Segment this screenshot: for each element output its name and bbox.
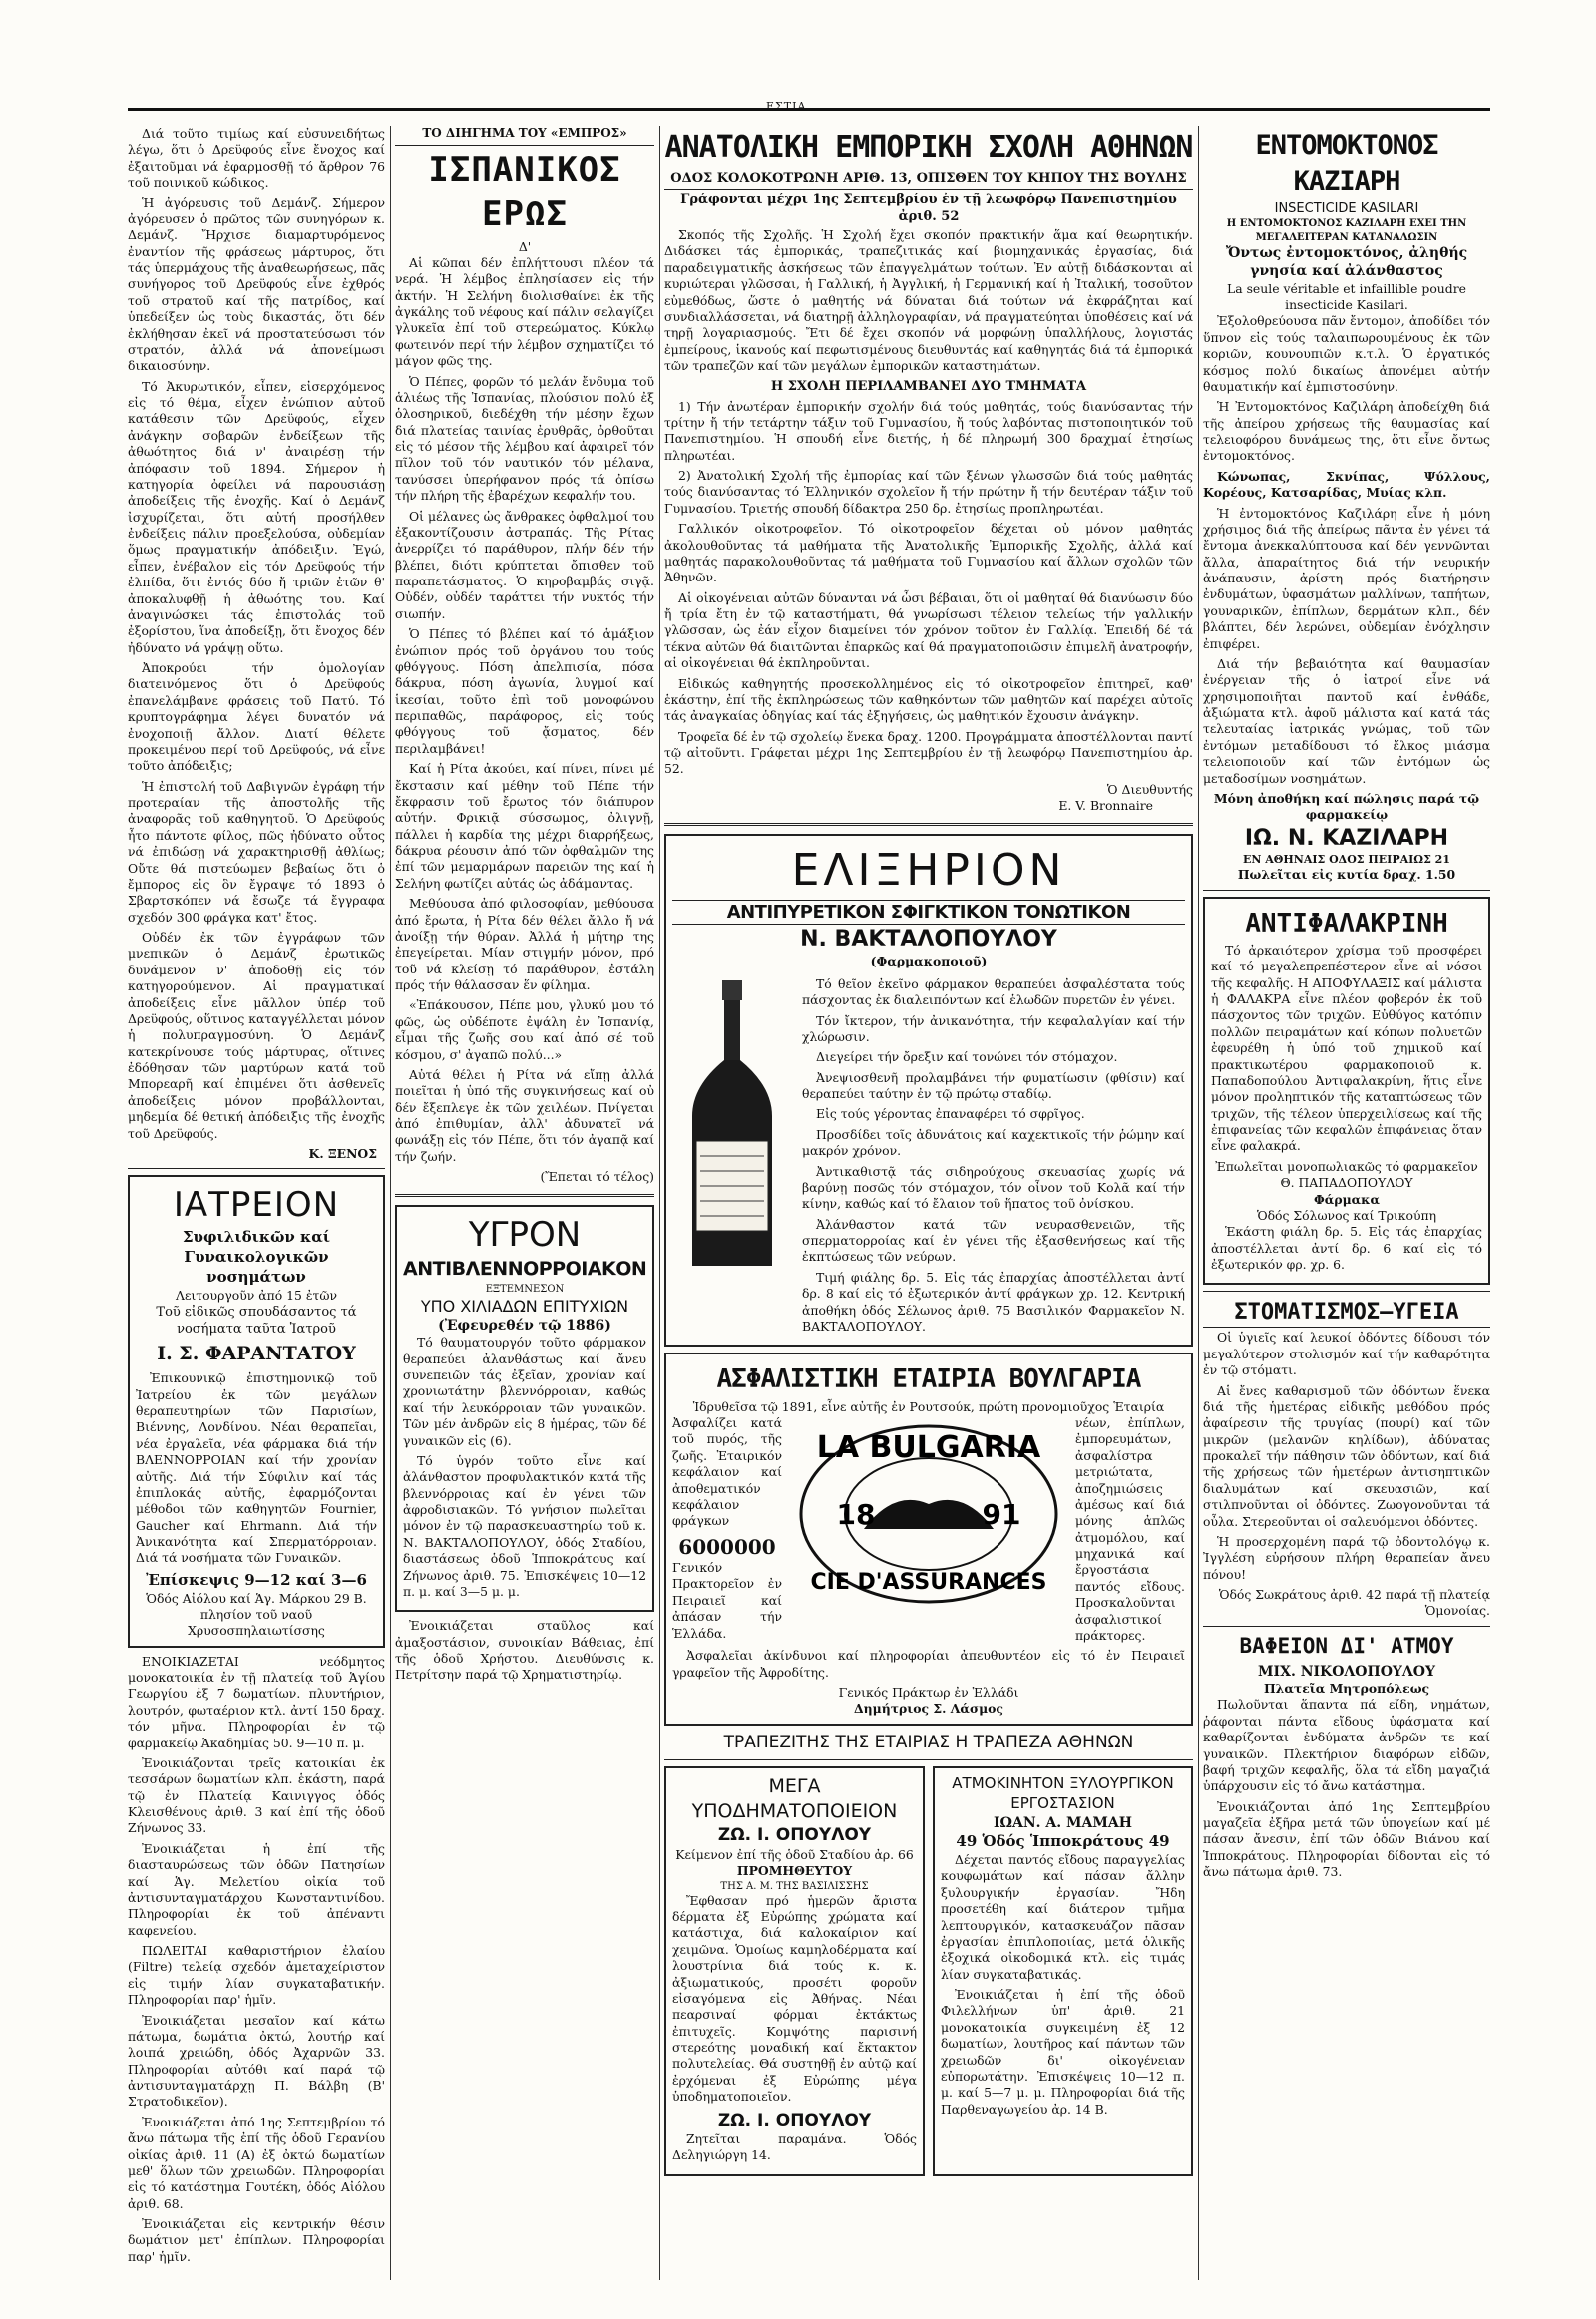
shoe-wanted: Ζητεῖται παραμάνα. Ὁδός Δεληγιώργη 14. <box>672 2131 917 2163</box>
story-body <box>395 255 654 1165</box>
story-paragraph: Ὁ Πέπες τό βλέπει καί τό ἁμάξιον ἐνώπιον πρός τοῦ ὀργάνου του τούς φθόγγους. Πόση ἀπελπισία, πόσα δάκρυα, πόση ἀγωνία, λυγμοί καί ἱκεσίαι, τοῦτο ἐπὶ τοῦ μονοφώνου περιπαθῶς, παράφορος, εἰς τούς φθόγγους τοῦ ᾄσματος, δέν περιλαμβάνει! <box>395 626 654 756</box>
elixir-ad <box>664 834 1193 1348</box>
antif-text: Τό ἀρκαιότερον χρίσμα τοῦ προσφέρει καί τό μεγαλεπρεπέστερον εἶνε αἱ νόσοι τῆς κεφαλῆς. Η ΑΠΟΦΥΛΑΞΙΣ καί μάλιστα ἡ ΦΑΛΑΚΡΑ εἶνε πλέον φοβερόν ἐκ τοῦ πάσχοντος τῶν τριχῶν. Εὐθύγος κατόπιν πολλῶν πειραμάτων καί κόπων πολυετῶν ἐφευρέθη ἡ ὑπό τοῦ χημικοῦ καί πρακτικωτέρου φαρμακοποιοῦ κ. Παπαδοπούλου Ἀντιφαλακρίνη, ἥτις εἶνε μόνον προληπτικόν τῆς καταπτώσεως τῶν τριχῶν, τῆς τέλεον ὑπερχειλίσεως καί τῆς ἐπιφανείας τῶν κεφαλῶν ἐπιφάνειας ὅταν εἶνε φαλακρά. <box>1211 942 1482 1154</box>
school-paragraph: Γαλλικόν οἰκοτροφεῖον. Τό οἰκοτροφεῖον δέχεται οὐ μόνον μαθητάς ἀκολουθοῦντας τά μαθήματα τῆς Ἀνατολικῆς Ἐμπορικῆς Σχολῆς, ἀλλά καί μαθητάς παρακολουθοῦντας τά μαθήματα τοῦ Γυμνασίου καί ἄλλων σχολῶν τῶν Ἀθηνῶν. <box>664 521 1193 585</box>
classified-ad: Ἐνοικιάζεται μεσαῖον καί κάτω πάτωμα, δωμάτια ὀκτώ, λουτήρ καί λοιπά χρειώδη, ὁδός Ἀχαρνῶν 33. Πληροφορίαι αὐτόθι καί παρά τῷ ἀντισυνταγματάρχῃ Π. Βάλβη (Β' Στρατοδικεῖον). <box>128 2012 385 2110</box>
school-paragraph: 2) Ἀνατολική Σχολή τῆς ἐμπορίας καί τῶν ξένων γλωσσῶν διά τούς μαθητάς τούς διανύσαντας τό Ἑλληνικόν σχολεῖον ἤ τήν πρώτην ἤ τήν δευτέραν τάξιν τοῦ Γυμνασίου. Τριετής σπουδή δίδακτρα 250 δρ. ἐτησίως προπληρωτέαι. <box>664 468 1193 516</box>
elixir-text <box>802 976 1185 1340</box>
classifieds <box>128 1654 385 2266</box>
shoe-name2: ΖΩ. Ι. ΟΠΟΥΛΟΥ <box>717 2110 872 2130</box>
elixir-paragraph: Ἀντικαθιστᾷ τάς σιδηρούχους σκευασίας χωρίς νά βαρύνῃ ποσῶς τόν στόμαχον, τόν οἶνον τοῦ Κολᾶ καί τήν κίνην, καθώς καί τό ἔλαιον τοῦ ἥπατος τοῦ ὀνίσκου. <box>802 1163 1185 1212</box>
ygron-text2: Τό ὑγρόν τοῦτο εἶνε καί ἀλάνθαστον προφυλακτικόν κατά τῆς βλεννόρροιας καί ἐν γένει τῶν ἀφροδισιακῶν. Τό γνήσιον πωλεῖται μόνον ἐν τῷ παρασκευαστηρίῳ τοῦ κ. Ν. ΒΑΚΤΑΛΟΠΟΥΛΟΥ, ὁδός Σταδίου, διαστάσεως ὁδοῦ Ἱπποκράτους καί Ζήνωνος ἀριθ. 75. Ἐπισκέψεις 10—12 π. μ. καί 3—5 μ. μ. <box>403 1452 646 1599</box>
bottle-illustration <box>672 976 792 1340</box>
insurance-left: Ἀσφαλίζει κατά τοῦ πυρός, τῆς ζωῆς. Ἑταιρικόν κεφάλαιον καί ἀποθεματικόν κεφάλαιον φράγκων <box>672 1415 782 1529</box>
stoma-text: Οἱ ὑγιεῖς καί λευκοί ὀδόντες δίδουσι τόν μεγαλύτερον στολισμόν καί τήν καθαρότητα ἐν τῷ στόματι. <box>1203 1330 1490 1378</box>
classified-ad: Ἐνοικιάζεται εἰς κεντρικήν θέσιν δωμάτιον μετ' ἐπίπλων. Πληροφορίαι παρ' ἡμῖν. <box>128 2216 385 2264</box>
article-signature: Κ. ΞΕΝΟΣ <box>308 1145 377 1161</box>
ygron-title: ΥΓΡΟΝ <box>468 1214 582 1255</box>
bath-text: Πωλοῦνται ἅπαντα πά εἴδη, νημάτων, ῥάφονται πάντα εἴδους ὑφάσματα καί καθαρίζονται ἐνδύματα ἀνδρῶν τε καί γυναικῶν. Πλεκτήριον διαφόρων εἰδῶν, βαφή τριχῶν κεφαλῆς, ὅλα τά εἴδη μαγαζιά ὑπάρχουσιν εἰς τό ἄνω κατάστημα. <box>1203 1697 1490 1794</box>
iatreion-hours: Ἐπίσκεψις 9—12 καί 3—6 <box>146 1570 367 1589</box>
elixir-maker-sub: (Φαρμακοποιοῦ) <box>870 954 988 969</box>
insurance-right: νέων, ἐπίπλων, ἐμπορευμάτων, ἀσφαλίστρα μετριώτατα, ἀποζημιώσεις ἀμέσως καί διά μόνης ἀπλῶς ἀτμομόλου, καί μηχανικά καί ἔργοστάσια παντός εἴδους. Προσκαλοῦνται ἀσφαλιστικοί πράκτορες. <box>1075 1415 1185 1643</box>
insurance-agent: Δημήτριος Σ. Λάσμος <box>854 1701 1003 1717</box>
story-paragraph: Αἱ κῶπαι δέν ἐπλήττουσι πλέον τά νερά. Ἡ λέμβος ἐπλησίασεν εἰς τήν ἀκτήν. Ἡ Σελήνη διολισθαίνει ἐκ τῆς ἀγκάλης τοῦ νέφους καί πάλιν σελαγίζει γλυκεῖα ἐπί τοῦ στερεώματος. Κύκλῳ φωτεινόν περί τήν λέμβον σχηματίζει τό μάγον φῶς της. <box>395 254 654 369</box>
kasiari-french: La seule véritable et infaillible poudre insecticide Kasilari. <box>1227 280 1466 313</box>
article-paragraph: Οὐδέν ἐκ τῶν ἐγγράφων τῶν μνεπικῶν ὁ Δεμάνζ ἐρωτικῶς δυνάμενον ν' ἀποδοθῇ εἰς τόν κατηγορούμενον. Αἱ πραγματικαί ἀποδείξεις εἶνε μᾶλλον ὑπέρ τοῦ Δρεϋφούς, οὕτινος καταγγέλλεται μόνον ἡ πολυπραγμοσύνη. Ὁ Δεμάνζ κατεκρίνουσε τούς μάρτυρας, οἵτινες ἐδόθησαν τῶν μαρτύρων κατά τοῦ Μπορεαρῆ καί ἐπιμένει ὅτι ἀσθενεῖς ἀποδείξεις μόνον προβάλλονται, μηδεμία δέ θετική ἀπόδειξις τῆς ἐνοχῆς τοῦ Δρεϋφούς. <box>128 930 385 1141</box>
classified-ad: Ἐνοικιάζονται τρεῖς κατοικίαι ἐκ τεσσάρων δωματίων κλπ. ἑκάστη, παρά τῷ ἐν Πλατείᾳ Καινιγγος ὁδός Κλεισθένους ἀριθ. 3 καί ἐπί τῆς ὁδοῦ Ζήνωνος 33. <box>128 1754 385 1836</box>
shoe-text: Ἔφθασαν πρό ἡμερῶν ἄριστα δέρματα ἐξ Εὐρώπης χρώματα καί κατάστιχα, διά καλοκαίριον καί χειμῶνα. Ὁμοίως καμηλοδέρματα καί λουστρίνια διά τούς κ. κ. ἀξιωματικούς, προσέτι φοροῦν εἰσαγόμενα εἰς Ἀθήνας. Νέαι πεαρσιναί φόρμαι ἐκτάκτως ἐπιτυχεῖς. Κομψότης παρισινή στερεότης μοναδική καί ἔκτακτον πολυτελείας. Θά συστηθῇ ἐν αὐτῷ καί ἐρχόμεναι ἐξ Εὐρώπης μέγα ὑποδηματοποιεῖον. <box>672 1892 917 2105</box>
column-1 <box>128 126 385 2280</box>
kasiari-text4: Διά τήν βεβαιότητα καί θαυμασίαν ἐνέργειαν τῆς ὁ ἰατροί εἶνε νά χρησιμοποιῆται παντοῦ καί ἐνθάδε, ἀξιώματα κτλ. ἀφοῦ μάλιστα καί κατά τάς τελευταίας ἰατρικάς γνώμας, τοῦ τῶν ἐντόμων μεταδίδουσι τό ἕλκος μιάσμα τελειοποιοῦν καί τῶν ἐντόμων ὡς μεταδοσίμων νοσημάτων. <box>1203 655 1490 786</box>
classified-ad: Ἐνοικιάζεται ἡ ἐπί τῆς διασταυρώσεως τῶν ὁδῶν Πατησίων καί Ἁγ. Μελετίου οἰκία τοῦ ἀντισυνταγματάρχου Κωνσταντινίδου. Πληροφορίαι ἐκ τοῦ ἀπέναντι καφενείου. <box>128 1840 385 1938</box>
iatreion-address: Ὁδός Αἰόλου καί Ἁγ. Μάρκου 29 Β. πλησίον τοῦ ναοῦ Χρυσοσπηλαιωτίσσης <box>146 1590 367 1639</box>
insurance-bottom: Ἀσφαλεῖαι ἀκίνδυνοι καί πληροφορίαι ἀπευθυντέον εἰς τό ἐν Πειραιεῖ γραφεῖον τῆς Ἀφροδίτης. <box>672 1648 1185 1680</box>
iatreion-subtitle: Συφιλιδικῶν καί Γυναικολογικῶν νοσημάτων <box>182 1228 331 1286</box>
engine-text: Δέχεται παντός εἴδους παραγγελίας κουφωμάτων καί πάσαν ἄλλην ξυλουργικήν ἐργασίαν. Ἤδη προσετέθη καί διάτερον τμῆμα λεπτουργικόν, κατασκευάζον πᾶσαν ἐργασίαν ἐπιπλοποιίας, μετά ὁλικῆς ἐξοχικά οἰκοδομικά κτλ. εἰς τιμάς λίαν συγκαταβατικάς. <box>941 1852 1185 1982</box>
elixir-subtitle: ΑΝΤΙΠΥΡΕΤΙΚΟΝ ΣΦΙΓΚΤΙΚΟΝ ΤΟΝΩΤΙΚΟΝ <box>672 900 1185 926</box>
stoma-title: ΣΤΟΜΑΤΙΣΜΟΣ—ΥΓΕΙΑ <box>1203 1298 1490 1328</box>
column-4 <box>1203 126 1490 2280</box>
elixir-paragraph: Προσδίδει τοῖς ἀδυνάτοις καί καχεκτικοῖς τήν ῥώμην καί μακρόν χρόνον. <box>802 1126 1185 1159</box>
article-body <box>128 126 385 1142</box>
ygron-text: Τό θαυματουργόν τοῦτο φάρμακον θεραπεύει ἀλανθάστως καί ἄνευ συνεπειῶν τάς ἐξεῖαν, χρονίαν καί χρονιωτάτην βλεννόρροιαν, καθώς καί τήν λευκόρροιαν τῶν γυναικῶν. Τῶν μέν ἀνδρῶν εἰς 8 ἡμέρας, τῶν δέ γυναικῶν εἰς (6). <box>403 1335 646 1448</box>
antif-sale: Ἐπωλεῖται μονοπωλιακῶς τό φαρμακεῖον Θ. ΠΑΠΑΔΟΠΟΥΛΟΥ <box>1215 1158 1478 1191</box>
kasiari-name: ΙΩ. Ν. ΚΑΖΙΛΑΡΗ <box>1244 825 1449 851</box>
insurance-title: ΑΣΦΑΛΙΣΤΙΚΗ ΕΤΑΙΡΙΑ ΒΟΥΛΓΑΡΙΑ <box>716 1364 1141 1395</box>
iatreion-ad <box>128 1175 385 1647</box>
antif-ad <box>1203 897 1490 1286</box>
bath-title: ΒΑΦΕΙΟΝ ΔΙ' ΑΤΜΟΥ <box>1239 1633 1454 1658</box>
bath-rent: Ἐνοικιάζονται ἀπό 1ης Σεπτεμβρίου μαγαζεῖα ἐξῆρα μετά τῶν ὑπογείων καί μέ πάσαν ἄνεσιν, ἐπί τῶν ὁδῶν Βιάνου καί Ἱπποκράτους. Πληροφορίαι δίδονται εἰς τό ἄνω πάτωμα ἀριθ. 73. <box>1203 1798 1490 1880</box>
school-sig2: E. V. Bronnaire <box>1058 798 1153 814</box>
kasiari-insects: Κώνωπας, Σκνίπας, Ψύλλους, Κορέους, Κατσαρίδας, Μυίας κλπ. <box>1203 468 1490 501</box>
shoe-name: ΖΩ. Ι. ΟΠΟΥΛΟΥ <box>717 1825 872 1846</box>
insurance-founded: Ἱδρυθεῖσα τῷ 1891, εἶνε αὐτῆς ἐν Ρουτσούκ, πρώτη προνομιοῦχος Ἑταιρία <box>692 1398 1165 1414</box>
shoe-supplier2: ΤΗΣ Α. Μ. ΤΗΣ ΒΑΣΙΛΙΣΣΗΣ <box>720 1880 869 1892</box>
school-paragraph: 1) Τήν ἀνωτέραν ἐμπορικήν σχολήν διά τούς μαθητάς, τούς διανύσαντας τήν τρίτην ἤ τήν τετάρτην τάξιν τοῦ Γυμνασίου, ἤ τούς λαβόντας πιστοποιητικόν τοῦ Πανεπιστημίου. Ἡ σπουδή εἶνε διετής, ἡ δέ πληρωμή 300 δραχμαί ἐτησίως πληρωτέαι. <box>664 398 1193 463</box>
seal-top: LA BULGARIA <box>816 1430 1041 1466</box>
elixir-paragraph: Τιμή φιάλης δρ. 5. Εἰς τάς ἐπαρχίας ἀποστέλλεται ἀντί δρ. 8 καί εἰς τό ἐξωτερικόν ἀντί φράγκων χρ. 12. Κεντρική ἀποθήκη ὁδός Σέλωνος ἀριθ. 75 Βασιλικόν Φαρμακεῖον Ν. ΒΑΚΤΑΛΟΠΟΥΛΟΥ. <box>802 1269 1185 1334</box>
kasiari-line: Η ΕΝΤΟΜΟΚΤΟΝΟΣ ΚΑΖΙΛΑΡΗ ΕΧΕΙ ΤΗΝ ΜΕΓΑΛΕΙΤΕΡΑΝ ΚΑΤΑΝΑΛΩΣΙΝ <box>1226 218 1467 243</box>
story-end: (Ἔπεται τό τέλος) <box>540 1169 654 1185</box>
bottle-icon <box>672 976 792 1276</box>
column-2 <box>395 126 654 2280</box>
seal-bottom: CIE D'ASSURANCES <box>810 1570 1047 1596</box>
story-paragraph: Μεθύουσα ἀπό φιλοσοφίαν, μεθύουσα ἀπό ἔρωτα, ἡ Ρίτα δέν θέλει ἄλλο ἤ νά ἀνοίξῃ τήν θύραν. Ἀλλά ἡ μήτηρ της ἐπεγείρεται. Μίαν στιγμήν μόνον, πρό τοῦ νά κλείσῃ τό παράθυρον, ἐστάλη πρός τήν θάλασσαν ἕν φίλημα. <box>395 896 654 993</box>
elixir-paragraph: Ἀνεψιοσθενῆ προλαμβάνει τήν φυματίωσιν (φθίσιν) καί θεραπεύει ταύτην ἐν τῷ πρώτῳ σταδίῳ. <box>802 1069 1185 1102</box>
iatreion-title: ΙΑΤΡΕΙΟΝ <box>173 1185 340 1226</box>
school-address: ΟΔΟΣ ΚΟΛΟΚΟΤΡΩΝΗ ΑΡΙΘ. 13, ΟΠΙΣΘΕΝ ΤΟΥ ΚΗΠΟΥ ΤΗΣ ΒΟΥΛΗΣ <box>664 170 1193 190</box>
ygron-success: ΥΠΟ ΧΙΛΙΑΔΩΝ ΕΠΙΤΥΧΙΩΝ <box>420 1296 629 1316</box>
school-sig1: Ὁ Διευθυντής <box>1106 781 1193 797</box>
insurance-seal <box>790 1415 1067 1648</box>
la-bulgaria-seal-icon <box>794 1419 1063 1609</box>
school-paragraph: Σκοπός τῆς Σχολῆς. Ἡ Σχολή ἔχει σκοπόν πρακτικήν ἅμα καί θεωρητικήν. Διδάσκει τάς ἐμπορικάς, τραπεζιτικάς καί βιομηχανικάς ἐργασίας, διά παραδειγματικῆς ἀσκήσεως τῶν ἐπαγγελμάτων τούτων. Ἐν αὐτῇ διδάσκονται αἱ κυριώτεραι γλῶσσαι, ἡ Γαλλική, ἡ Ἀγγλική, ἡ Γερμανική καί ἡ Ἰταλική, τοσοῦτον εὐμεθόδως, ὥστε ὁ μαθητής νά δύναται διά τούτων νά ἐκφράζηται καί συνδιαλλάσσεται, νά διατηρῇ ἀλληλογραφίαν, νά πραγματεύηται ὑποθέσεις καί νά τηρῇ λογαριασμούς. Ἔτι δέ ἔχει σκοπόν νά μορφώνῃ ὑπαλλήλους, λογιστάς ἐμπείρους, ἱκανούς καί πεφωτισμένους διευθυντάς καί καθηγητάς διά τά ἐμπορικά τῶν τραπεζῶν καί τῶν μεγάλων ἐμπορικῶν καταστημάτων. <box>664 227 1193 374</box>
antif-title: ΑΝΤΙΦΑΛΑΚΡΙΝΗ <box>1245 908 1448 939</box>
antif-sign: Φάρμακα <box>1314 1191 1380 1207</box>
kasiari-text: Ἐξολοθρεύουσα πᾶν ἔντομον, ἀποδίδει τόν ὕπνον εἰς τούς ταλαιπωρουμένους ἐκ τῶν κοριῶν, κουνουπιῶν κ.τ.λ. Ὁ ἐργατικός κόσμος πολύ δικαίως ἀπονέμει αὐτήν θαυματικήν καί ἐμπιστοσύνην. <box>1203 313 1490 394</box>
school-enroll: Γράφονται μέχρι 1ης Σεπτεμβρίου ἐν τῇ λεωφόρῳ Πανεπιστημίου ἀριθ. 52 <box>680 192 1177 224</box>
ygron-ad <box>395 1205 654 1613</box>
ygron-patent: (Ἐφευρεθέν τῷ 1886) <box>438 1317 611 1334</box>
story-paragraph: «Ἐπάκουσον, Πέπε μου, γλυκύ μου τό φῶς, ὡς οὐδέποτε ἐψάλη ἐν Ἰσπανίᾳ, εἶμαι τῆς ζωῆς σου καί ἀπό σέ τοῦ κόσμου, σ' ἀγαπῶ πολύ...» <box>395 997 654 1062</box>
classified-ad: ΠΩΛΕΙΤΑΙ καθαριστήριον ἐλαίου (Filtre) τελείᾳ σχεδόν ἀμεταχείριστον εἰς τιμήν λίαν συγκαταβατικήν. Πληροφορίαι παρ' ἡμῖν. <box>128 1943 385 2008</box>
seal-right: 91 <box>982 1498 1021 1532</box>
kasiari-motto: Ὄντως ἐντομοκτόνος, ἀληθής γνησία καί ἀλάνθαστος <box>1225 244 1468 280</box>
shoe-addr: Κείμενον ἐπί τῆς ὁδοῦ Σταδίου ἀρ. 66 <box>675 1846 914 1862</box>
kasiari-title: ΕΝΤΟΜΟΚΤΟΝΟΣ ΚΑΖΙΑΡΗ <box>1255 130 1438 196</box>
newspaper-page <box>128 100 1490 2292</box>
engine-title: ΑΤΜΟΚΙΝΗΤΟΝ ΞΥΛΟΥΡΓΙΚΟΝ ΕΡΓΟΣΤΑΣΙΟΝ <box>952 1774 1174 1812</box>
elixir-paragraph: Τό θεῖον ἐκεῖνο φάρμακον θεραπεύει ἀσφαλέστατα τούς πάσχοντας ἐκ διαλειπόντων καί ἑλωδῶν πυρετῶν ἐν γένει. <box>802 975 1185 1008</box>
school-paragraph: Αἱ οἰκογένειαι αὐτῶν δύνανται νά ὦσι βέβαιαι, ὅτι οἱ μαθηταί θά διανύωσιν δύο ἤ τρία ἔτη ἐν τῷ καταστήματι, θά γνωρίσωσι τέλειον τελείως τήν γαλλικήν γλῶσσαν, ὡς ἐάν εἶχον διαμείνει τόν χρόνον τοῦτον ἐν Γαλλίᾳ. Ἐπειδή δέ τά τέκνα αὐτῶν θά διαιτῶνται ἐπαρκῶς καί θά πραγματοποιῶσιν ἐπιμελῆ ἀνατροφήν, αἱ οἰκογένειαι θά ἐκπληροῦνται. <box>664 589 1193 671</box>
elixir-paragraph: Διεγείρει τήν ὄρεξιν καί τονώνει τόν στόμαχον. <box>816 1049 1118 1065</box>
story-part: Δ' <box>518 238 532 254</box>
bath-name: ΜΙΧ. ΝΙΚΟΛΟΠΟΥΛΟΥ <box>1258 1663 1435 1680</box>
kasiari-text2: Ἡ Ἐντομοκτόνος Καζιλάρη ἀποδείχθη διά τῆς ἀπείρου χρήσεως τῆς θαυμασίας καί τελειοφόρου δυνάμεως της, ὅτι εἶνε ὄντως ἐντομοκτόνος. <box>1203 399 1490 464</box>
stoma-text2: Αἱ ἔνες καθαρισμοῦ τῶν ὀδόντων ἕνεκα διά τῆς ἡμετέρας εἰδικῆς μεθόδου πρός ἀφαίρεσιν τῆς τρυγίας (πουρί) καί τῶν μικρῶν (μελανῶν κηλίδων), ἀδύνατας προκαλεῖ τήν πάθησιν τῶν ὀδόντων, καί διά τῆς χρήσεως τῶν ἡμετέρων ἀντισηπτικῶν διαλυμάτων καί σκευασιῶν, καί στιλπνοῦνται οἱ ὀδόντες. Ζωογονοῦνται τά οὖλα. Στερεοῦνται οἱ σαλευόμενοι ὀδόντες. <box>1203 1382 1490 1529</box>
iatreion-since: Λειτουργοῦν ἀπό 15 ἐτῶν <box>176 1287 337 1303</box>
iatreion-line: Τοῦ εἰδικῶς σπουδάσαντος τά νοσήματα ταῦτα Ἰατροῦ <box>156 1304 357 1338</box>
school-paragraph: Εἰδικώς καθηγητής προσεκολλημένος εἰς τό οἰκοτροφεῖον ἐπιτηρεῖ, καθ' ἑκάστην, ἐπί τῆς ἐκπληρώσεως τῶν καθηκόντων τῶν μαθητῶν καί παρέχει αὐτοῖς τάς ἀναγκαίας ὁδηγίας καί τάς ἐξηγήσεις, ὡς μαθητικόν ἔχουσιν ἀνάγκην. <box>664 675 1193 724</box>
story-title: ΙΣΠΑΝΙΚΟΣ ΕΡΩΣ <box>428 149 621 234</box>
elixir-paragraph: Εἰς τούς γέροντας ἐπαναφέρει τό σφρῖγος. <box>816 1106 1085 1122</box>
story-paragraph: Ὁ Πέπες, φορῶν τό μελάν ἔνδυμα τοῦ ἁλιέως τῆς Ἰσπανίας, πλούσιον πολύ ἐξ ὁλοσηρικοῦ, διεδέχθη τήν μέσην ἔχων διά πλατείας ταινίας ἐρυθρᾶς, ὀρθοῦται εἰς τό μέσον τῆς λέμβου καί ἀφαιρεῖ τόν πῖλον τοῦ τόν ναυτικόν τόν μέλανα, τανύσσει ὑπερήφανον πρός τά ὀπίσω τήν πλήρη τῆς ἐβαρέχων κεφαλήν του. <box>395 373 654 504</box>
antif-addr: Ὁδός Σόλωνος καί Τρικούπη <box>1256 1207 1437 1223</box>
school-sub: Η ΣΧΟΛΗ ΠΕΡΙΛΑΜΒΑΝΕΙ ΔΥΟ ΤΜΗΜΑΤΑ <box>770 379 1087 395</box>
engine-name: ΙΩΑΝ. Α. ΜΑΜΑΗ <box>994 1814 1132 1831</box>
kasiari-depot: Μόνη ἀποθήκη καί πώλησις παρά τῷ φαρμακείῳ <box>1213 790 1480 823</box>
stoma-addr: Ὁδός Σωκράτους ἀριθ. 42 παρά τῇ πλατείᾳ Ὁμονοίας. <box>1218 1587 1490 1619</box>
classified-ad: Ἐνοικιάζεται ἀπό 1ης Σεπτεμβρίου τό ἄνω πάτωμα τῆς ἐπί τῆς ὁδοῦ Γερανίου οἰκίας ἀριθ. 11 (Α) ἐξ ὀκτώ δωματίων μεθ' ὅλων τῶν χρειωδῶν. Πληροφορίαι εἰς τό κατάστημα Γουτέκη, ὁδός Αἰόλου ἀριθ. 68. <box>128 2114 385 2211</box>
classified-ad: ΕΝΟΙΚΙΑΖΕΤΑΙ νεόδμητος μονοκατοικία ἐν τῇ πλατείᾳ τοῦ Ἁγίου Γεωργίου ἐξ 7 δωματίων. πλυντήριον, λουτρόν, φωταέριον κτλ. ἀντί 150 δραχ. τόν μῆνα. Πληροφορίαι ἐν τῷ φαρμακείῳ Ἀκαδημίας 50. 9—10 π. μ. <box>128 1653 385 1750</box>
top-rule <box>128 108 1490 111</box>
elixir-paragraph: Τόν ἴκτερον, τήν ἀνικανότητα, τήν κεφαλαλγίαν καί τήν χλώρωσιν. <box>802 1012 1185 1044</box>
elixir-title: ΕΛΙΞΗΡΙΟΝ <box>791 844 1066 896</box>
shoe-supplier: ΠΡΟΜΗΘΕΥΤΟΥ <box>736 1863 853 1879</box>
story-series: ΤΟ ΔΙΗΓΗΜΑ ΤΟΥ «ΕΜΠΡΟΣ» <box>395 126 654 146</box>
article-paragraph: Διά τοῦτο τιμίως καί εὐσυνειδήτως λέγω, ὅτι ὁ Δρεϋφούς εἶνε ἔνοχος καί ἐξαιτοῦμαι νά ἐφαρμοσθῇ τό ἄρθρον 76 τοῦ ποινικοῦ κώδικος. <box>128 126 385 191</box>
engine-ad <box>933 1766 1193 2176</box>
elixir-maker: Ν. ΒΑΚΤΑΛΟΠΟΥΛΟΥ <box>800 927 1057 953</box>
insurance-agent-line: Γενικός Πράκτωρ ἐν Ἑλλάδι <box>838 1685 1019 1701</box>
ygron-text3: Ἐνοικιάζεται σταῦλος καί ἀμαξοστάσιον, συνοικίαν Βάθειας, ἐπί τῆς ὁδοῦ Χρήστου. Διευθύνσις κ. Πετρίτσην παρά τῷ Χρηματιστηρίῳ. <box>395 1618 654 1683</box>
kasiari-sub: INSECTICIDE KASILARI <box>1274 201 1419 217</box>
shoe-title: ΜΕΓΑ ΥΠΟΔΗΜΑΤΟΠΟΙΕΙΟΝ <box>691 1775 898 1823</box>
insurance-ad <box>664 1353 1193 1725</box>
column-3 <box>664 126 1193 2280</box>
stoma-text3: Ἡ προσερχομένη παρά τῷ ὀδοντολόγῳ κ. Ἰγγλέση εὑρήσουν πλήρη θεραπείαν ἄνευ πόνου! <box>1203 1533 1490 1582</box>
insurance-capital: 6000000 <box>678 1534 776 1559</box>
ygron-small: ΕΞΤΕΜΝΕΣΟΝ <box>485 1283 565 1295</box>
story-paragraph: Καί ἡ Ρίτα ἀκούει, καί πίνει, πίνει μέ ἔκστασιν καί μέθην τοῦ Πέπε τήν ἔκφρασιν τοῦ ἔρωτος τόν διάπυρον αὐτήν. Φρικιᾷ σύσσωμος, ὀλιγνῇ, πάλλει ἡ καρδία της μέχρι διαρρήξεως, δάκρυα ρέουσιν ἀπό τῶν ὀφθαλμῶν της ἐπί τῶν μεμαρμάρων παρειῶν της καί ἡ Σελήνη φωτίζει αὐτάς ὡς ἀδάμαντας. <box>395 761 654 891</box>
iatreion-doctor: Ι. Σ. ΦΑΡΑΝΤΑΤΟΥ <box>157 1343 356 1365</box>
school-paragraph: Τροφεῖα δέ ἐν τῷ σχολείῳ ἕνεκα δραχ. 1200. Προγράμματα ἀποστέλλονται παντί τῷ αἰτοῦντι. Γράφεται μέχρι 1ης Σεπτεμβρίου ἐν τῇ λεωφόρῳ Πανεπιστημίου ἀρ. 52. <box>664 728 1193 777</box>
article-paragraph: Ἡ ἀγόρευσις τοῦ Δεμάνζ. Σήμερον ἀγόρευσεν ὁ πρῶτος τῶν συνηγόρων κ. Δεμάνζ. Ἤρχισε διαμαρτυρόμενος ἐναντίον τῆς φράσεως μάρτυρος, ὅτι τάς ὑπερμάχους τῆς ἀναθεωρήσεως, πᾶς συνήγορος τοῦ Δρεϋφούς εἶνε ἐχθρός τοῦ στρατοῦ καί τῆς πατρίδος, καί ὑπεδείξεν ὡς τοὺς δικαστάς, ὅτι δέν ἐκλήθησαν ἐκεῖ νά προστατεύσωσι τόν στρατόν, ἀλλά νά ἀπονείμωσι δικαιοσύνην. <box>128 194 385 374</box>
article-paragraph: Τό Ἀκυρωτικόν, εἶπεν, εἰσερχόμενος εἰς τό θέμα, εἶχεν ἐνώπιον αὐτοῦ κατάθεσιν τῶν Δρεϋφούς, εἶχεν ἀνάγκην σοβαρῶν ἐνδείξεων τῆς ἀθωότητος διά ν' ἀναιρέσῃ τήν ἀπόφασιν τοῦ 1894. Σήμερον ἡ κατηγορία ὀφείλει νά παρουσιάσῃ ἀποδείξεις τῆς ἐνοχῆς. Καί ὁ Δεμάνζ ἰσχυρίζεται, ὅτι αὐτή προσήλθεν ἐνδείξεις πάλιν προεξελούσα, οὐδεμίαν ὅμως πραγματικήν ἀπόδειξιν. Ἐγώ, εἶπεν, ἐνέβαλον εἰς τόν Δρεϋφούς τήν ἐλπίδα, ὅτι ἐντός δύο ἤ τριῶν ἐτῶν θ' ἀποκαλυφθῇ ἡ ἀθωότης του. Καί ἀναγινώσκει τάς ἐπιστολάς τοῦ ἐξορίστου, ἵνα ἀποδείξῃ, ὅτι ἔνοχος δέν ἠδύνατο νά γράψῃ οὕτω. <box>128 378 385 655</box>
bath-place: Πλατεῖα Μητροπόλεως <box>1263 1681 1430 1697</box>
engine-rent: Ἐνοικιάζεται ἡ ἐπί τῆς ὁδοῦ Φιλελλήνων ὑπ' ἀριθ. 21 μονοκατοικία συγκειμένη ἐξ 12 δωματίων, λουτῆρος καί πάντων τῶν χρειωδῶν δι' οἰκογένειαν εὐπορωτάτην. Ἐπισκέψεις 10—12 π. μ. καί 5—7 μ. μ. Πληροφορίαι διά τῆς Παρθεναγωγείου ἀρ. 14 Β. <box>941 1987 1185 2117</box>
kasiari-addr: ΕΝ ΑΘΗΝΑΙΣ ΟΔΟΣ ΠΕΙΡΑΙΩΣ 21 <box>1242 852 1450 866</box>
engine-addr: 49 Ὁδός Ἱπποκράτους 49 <box>956 1832 1170 1851</box>
school-title: ΑΝΑΤΟΛΙΚΗ ΕΜΠΟΡΙΚΗ ΣΧΟΛΗ ΑΘΗΝΩΝ <box>664 130 1193 165</box>
ygron-subtitle: ΑΝΤΙΒΛΕΝΝΟΡΡΟΙΑΚΟΝ <box>403 1258 647 1281</box>
masthead: ΕΣΤΙΑ <box>766 100 807 113</box>
story-paragraph: Αὐτά θέλει ἡ Ρίτα νά εἴπῃ ἀλλά ποιεῖται ἡ ὑπό τῆς συγκινήσεως καί οὐ δέν ἔξεπλεγε ἐκ τῶν χειλέων. Πνίγεται ἀπό ἐπιθυμίαν, ἀλλ' ἀδυνατεῖ νά φωνάξῃ εἰς τόν Πέπε, ὅτι τόν ἀγαπᾷ καί τήν ζωήν. <box>395 1066 654 1164</box>
insurance-left2: Γενικόν Πρακτορεῖον ἐν Πειραιεῖ καί ἀπάσαν τήν Ἑλλάδα. <box>672 1560 782 1641</box>
elixir-paragraph: Ἀλάνθαστον κατά τῶν νευρασθενειῶν, τῆς σπερματορροίας καί ἐν γένει τῆς ἐξασθενήσεως καί τῆς ἐκπτώσεως τῶν νεύρων. <box>802 1216 1185 1265</box>
seal-left: 18 <box>836 1498 876 1532</box>
antif-price: Ἑκάστη φιάλη δρ. 5. Εἰς τάς ἐπαρχίας ἀποστέλλεται ἀντί δρ. 6 καί εἰς τό ἐξωτερικόν φρ. χρ. 6. <box>1211 1224 1482 1273</box>
school-body <box>664 227 1193 374</box>
kasiari-text3: Ἡ ἐντομοκτόνος Καζιλάρη εἶνε ἡ μόνη χρήσιμος διά τῆς ἀπείρως πᾶντα ἐν γένει τά ἔντομα ἀνεκκαλύπτουσα καί δέν γεννῶνται ἄλλα, ἀπαραίτητος διά τήν νευρικήν ἀνάπαυσιν, ἀρίστη πρός διατήρησιν ἐνδυμάτων, ὑφασμάτων μαλλίνων, ταπήτων, γουναρικῶν, ἐπίπλων, δερμάτων κλπ., δέν βλάπτει, δέν λερώνει, οὐδεμίαν ἐνόχλησιν ἐπιφέρει. <box>1203 505 1490 651</box>
school-body-2 <box>664 399 1193 778</box>
iatreion-text: Ἐπικουνικῷ ἐπιστημονικῷ τοῦ Ἰατρείου ἐκ τῶν μεγάλων θεραπευτηρίων τῶν Παρισίων, Βιέννης, Λονδίνου. Νέαι θεραπεῖαι, νέα ἐργαλεῖα, νέα φάρμακα διά τήν ΒΛΕΝΝΟΡΡΟΙΑΝ καί τήν χρονίαν αὐτῆς. Διά τήν Σύφιλιν καί τάς ἐπιπλοκάς αὐτῆς, ἐφαρμόζονται μέθοδοι τῶν καθηγητῶν Fournier, Gaucher καί Ehrmann. Διά τήν Ἀνικανότητα καί Σπερματόρροιαν. Διά τά νοσήματα τῶν Γυναικῶν. <box>136 1370 377 1566</box>
shoe-ad <box>664 1766 925 2176</box>
story-paragraph: Οἱ μέλανες ὡς ἄνθρακες ὀφθαλμοί του ἐξακοντίζουσιν ἀστραπάς. Τῆς Ρίτας ἀνερρίζει τό παράθυρον, πλήν δέν τήν βλέπει, διότι κρύπτεται ὄπισθεν τοῦ παραπετάσματος. Ὁ κηροβαμβάς σιγᾷ. Οὐδέν, οὐδέν ταράττει τήν νυκτός τήν σιωπήν. <box>395 508 654 621</box>
article-paragraph: Ἀποκρούει τήν ὁμολογίαν διατεινόμενος ὅτι ὁ Δρεϋφούς ἐπανελάμβανε φράσεις τοῦ Πατύ. Τό κρυπτογράφημα λέγει δυνατόν νά ἐνοχοποιῇ ἄλλον. Διατί θέλετε προκειμένου περί τοῦ Δρεϋφούς, νά εἶνε τοῦτο ἀπόδειξις; <box>128 660 385 774</box>
insurance-bank: ΤΡΑΠΕΖΙΤΗΣ ΤΗΣ ΕΤΑΙΡΙΑΣ Η ΤΡΑΠΕΖΑ ΑΘΗΝΩΝ <box>723 1732 1134 1752</box>
kasiari-price: Πωλεῖται εἰς κυτία δραχ. 1.50 <box>1237 867 1456 883</box>
article-paragraph: Ἡ ἐπιστολή τοῦ Δαβιγνῶν ἐγράφη τήν προτεραίαν τῆς ἀποστολῆς τῆς ἀναφορᾶς τοῦ καθηγητοῦ. Ὁ Δρεϋφούς ἦτο πάντοτε φίλος, πῶς ἠδύνατο οὗτος νά ἐπιδώσῃ νά χαρακτηρισθῇ ἀθλίως; Οὔτε θά πιστεύωμεν βεβαίως ὅτι ὁ ἔμπορος εἰς ὃν ἔγραψε τό 1893 ὁ Σβαρτσκόπεν νά ἔσωζε τά ἔγγραφα σχεδόν 300 φράγκα κατ' ἔτος. <box>128 778 385 925</box>
